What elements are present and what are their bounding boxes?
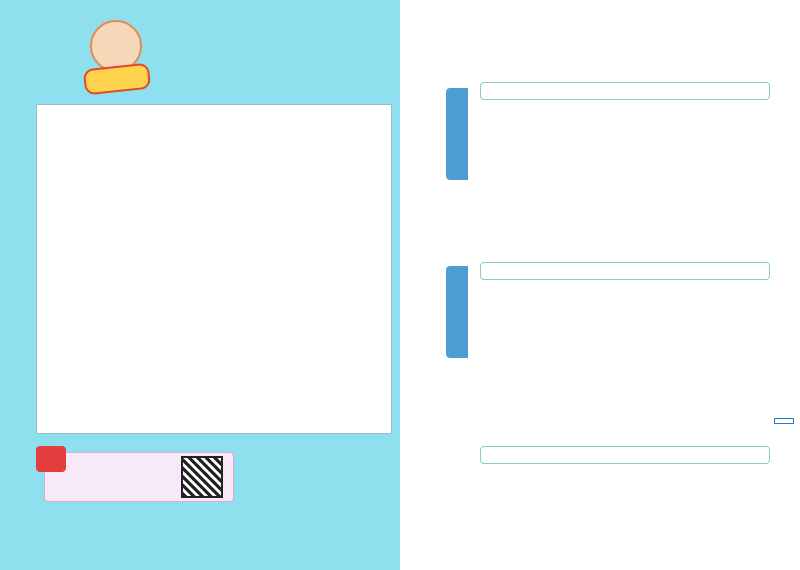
scan-badge bbox=[36, 446, 66, 472]
mascot-logo bbox=[78, 14, 156, 94]
tab-final[interactable] bbox=[446, 266, 468, 358]
section-mock-title bbox=[481, 447, 769, 463]
answer-note bbox=[774, 418, 794, 424]
qr-code-icon[interactable] bbox=[181, 456, 223, 498]
right-page bbox=[400, 0, 800, 570]
section-mock bbox=[480, 446, 770, 464]
courseware-banner[interactable] bbox=[44, 452, 234, 502]
section-sync-title bbox=[481, 83, 769, 99]
section-sync bbox=[480, 82, 770, 100]
logo-text bbox=[83, 63, 151, 96]
section-review bbox=[480, 262, 770, 280]
section-review-title bbox=[481, 263, 769, 279]
tab-sync[interactable] bbox=[446, 88, 468, 180]
section-real-exam bbox=[480, 506, 484, 515]
feature-card bbox=[36, 104, 392, 434]
